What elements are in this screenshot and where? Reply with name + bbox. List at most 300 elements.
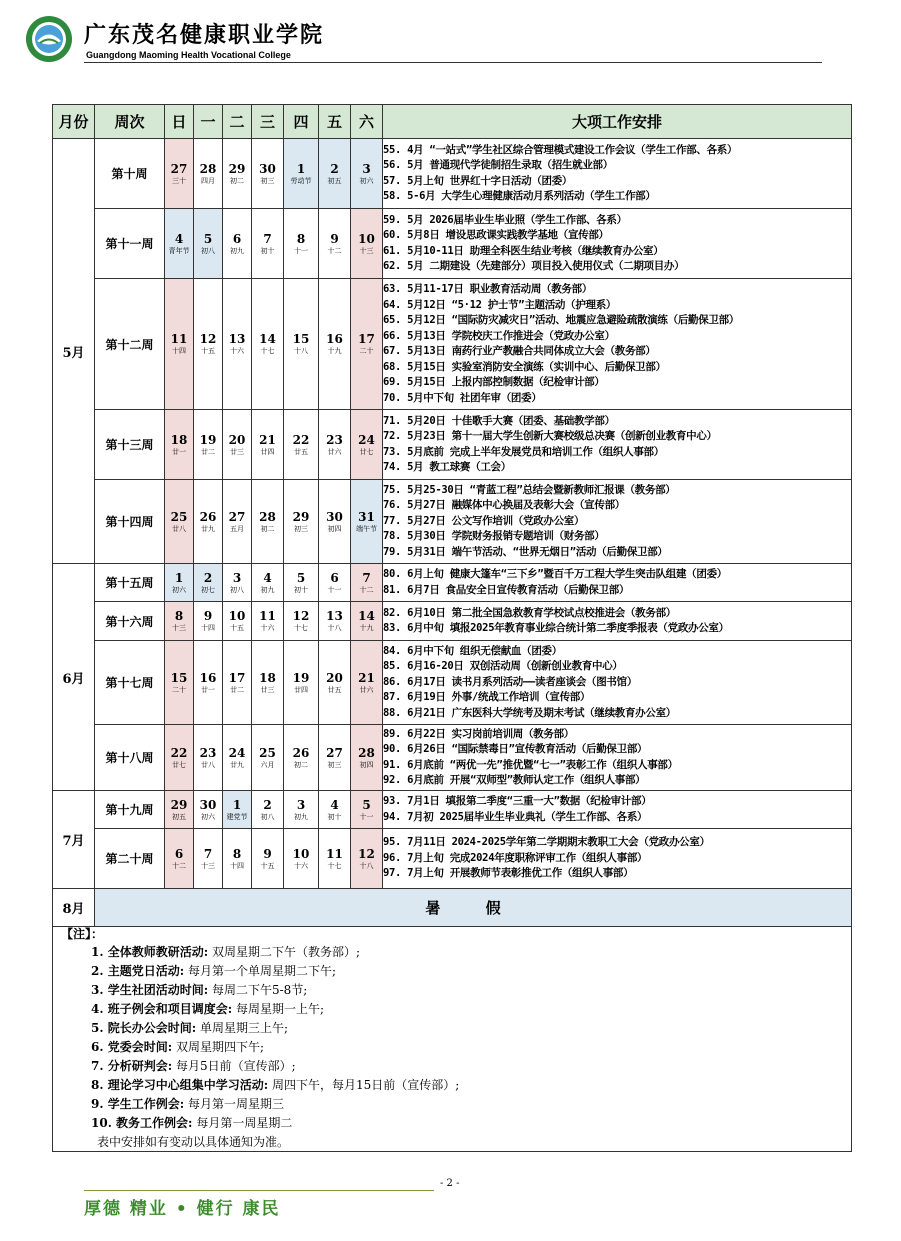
day-number: 6 [174,846,184,861]
lunar-date: 十一 [294,246,308,255]
lunar-date: 十二 [327,246,342,255]
day-cell [319,139,351,209]
day-cell [165,602,194,641]
week-label: 第十二周 [95,279,165,410]
day-number: 6 [232,231,242,246]
event-item: 71. 5月20日 十佳歌手大赛（团委、基础教学部） [383,414,615,427]
day-number: 27 [170,161,188,176]
lunar-date: 初八 [201,246,215,255]
day-number: 12 [199,332,217,346]
day-number: 5 [203,231,213,246]
lunar-date: 廿二 [230,685,244,694]
lunar-date: 初二 [230,176,244,185]
day-number: 27 [326,745,343,760]
day-number: 23 [199,745,217,760]
day-number: 22 [170,745,188,760]
lunar-date: 初三 [260,176,275,185]
day-number: 21 [259,432,276,447]
day-cell [284,139,319,209]
lunar-date: 三十 [172,176,186,185]
header-day-wed: 三 [252,105,284,139]
day-number: 28 [259,509,276,524]
day-cell [194,602,223,641]
event-item: 73. 5月底前 完成上半年发展党员和培训工作（组织人事部） [383,445,664,458]
college-motto: 厚德 精业 • 健行 康民 [84,1199,281,1219]
day-number: 5 [296,570,306,585]
week-row [53,791,852,829]
day-cell [252,829,284,889]
day-cell [165,209,194,279]
day-number: 23 [326,432,343,447]
summer-row [53,889,852,927]
day-cell [252,725,284,791]
day-cell [351,641,383,725]
day-cell [284,279,319,410]
note-key: 2. 主题党日活动: [91,964,185,978]
week-row [53,641,852,725]
event-item: 65. 5月12日 “国际防灾减灾日”活动、地震应急避险疏散演练（后勤保卫部） [383,314,740,326]
day-cell [194,209,223,279]
day-number: 14 [259,332,276,346]
lunar-date: 四月 [201,176,215,185]
week-row [53,725,852,791]
lunar-date: 十九 [359,624,374,632]
lunar-date: 初六 [172,585,186,594]
table-header-row [53,105,852,139]
day-cell [223,641,252,725]
day-number: 10 [228,609,246,623]
college-logo-icon [24,14,74,64]
lunar-date: 廿四 [294,685,308,694]
day-number: 9 [203,609,213,623]
lunar-date: 廿一 [201,685,215,694]
lunar-date: 劳动节 [290,176,312,185]
events-cell [383,480,852,564]
day-number: 26 [199,509,217,524]
header-week: 周次 [95,105,165,139]
week-label: 第十九周 [95,791,165,829]
event-item: 67. 5月13日 南药行业产教融合共同体成立大会（教务部） [383,345,656,357]
day-number: 25 [170,509,188,524]
note-key: 10. 教务工作例会: [91,1116,193,1130]
lunar-date: 初八 [230,585,244,594]
lunar-date: 廿二 [201,447,215,456]
event-item: 88. 6月21日 广东医科大学统考及期末考试（继续教育办公室） [383,706,676,719]
day-cell [319,564,351,602]
footer-rule [84,1190,434,1191]
day-cell [252,602,284,641]
week-label: 第二十周 [95,829,165,889]
week-row [53,279,852,410]
event-item: 95. 7月11日 2024-2025学年第二学期期末教职工大会（党政办公室） [383,836,710,849]
lunar-date: 初十 [294,585,308,594]
lunar-date: 十五 [230,624,244,632]
event-item: 75. 5月25-30日 “青蓝工程”总结会暨新教师汇报课（教务部） [383,483,676,496]
day-number: 28 [358,745,375,760]
day-cell [351,139,383,209]
lunar-date: 十二 [172,861,186,870]
lunar-date: 廿七 [172,760,186,769]
day-cell [351,564,383,602]
header-day-mon: 一 [194,105,223,139]
events-cell [383,725,852,791]
lunar-date: 廿四 [260,447,275,456]
day-number: 4 [174,231,184,246]
day-number: 2 [330,161,339,176]
note-key: 6. 党委会时间: [91,1040,173,1054]
day-number: 19 [292,670,310,685]
day-number: 27 [228,509,246,524]
day-cell [319,641,351,725]
day-cell [252,564,284,602]
day-number: 16 [199,670,217,685]
event-item: 89. 6月22日 实习岗前培训周（教务部） [383,727,574,740]
schedule-table [52,104,852,927]
day-number: 7 [203,846,213,861]
note-item [91,1057,459,1076]
day-cell [351,209,383,279]
day-cell [319,791,351,829]
day-cell [194,564,223,602]
day-number: 18 [170,432,188,447]
day-cell [252,209,284,279]
lunar-date: 十八 [359,861,374,870]
event-item: 86. 6月17日 读书月系列活动——读者座谈会（图书馆） [383,675,638,688]
event-item: 69. 5月15日 上报内部控制数据（纪检审计部） [383,376,605,388]
day-cell [194,725,223,791]
event-item: 72. 5月23日 第十一届大学生创新大赛校级总决赛（创新创业教育中心） [383,430,717,442]
note-key: 9. 学生工作例会: [91,1097,185,1111]
lunar-date: 廿六 [327,447,342,456]
day-number: 17 [228,670,246,685]
day-number: 11 [326,846,343,861]
event-item: 97. 7月上旬 开展教师节表彰推优工作（组织人事部） [383,867,634,880]
day-cell [223,602,252,641]
day-number: 20 [326,670,343,685]
note-value: 每月第一个单周星期二下午; [184,964,336,978]
day-cell [351,410,383,480]
day-number: 15 [170,670,188,685]
event-item: 74. 5月 教工球赛（工会） [383,461,511,473]
day-number: 3 [362,161,371,176]
week-row [53,139,852,209]
day-number: 30 [259,161,276,176]
event-item: 90. 6月26日 “国际禁毒日”宣传教育活动（后勤保卫部） [383,743,648,755]
lunar-date: 初七 [201,585,215,594]
notes-footnote: 表中安排如有变动以具体通知为准。 [97,1135,290,1149]
college-name-en: Guangdong Maoming Health Vocational College [86,50,291,60]
lunar-date: 十八 [294,347,308,355]
day-cell [351,791,383,829]
lunar-date: 廿八 [172,524,186,533]
lunar-date: 十四 [172,347,186,355]
note-key: 5. 院长办公会时间: [91,1021,197,1035]
day-number: 24 [358,432,375,447]
lunar-date: 十八 [327,624,342,632]
lunar-date: 初十 [327,812,342,821]
day-cell [165,641,194,725]
event-item: 85. 6月16-20日 双创活动周（创新创业教育中心） [383,660,623,673]
lunar-date: 十二 [359,585,374,594]
day-cell [194,641,223,725]
events-cell [383,602,852,641]
day-number: 30 [326,509,343,524]
lunar-date: 十四 [201,624,215,632]
lunar-date: 初五 [172,812,186,821]
day-cell [319,602,351,641]
note-key: 7. 分析研判会: [91,1059,173,1073]
day-number: 2 [263,797,272,812]
lunar-date: 廿三 [230,447,244,456]
day-number: 5 [362,797,371,812]
lunar-date: 初三 [294,524,308,533]
event-item: 70. 5月中下旬 社团年审（团委） [383,391,542,404]
day-cell [165,410,194,480]
lunar-date: 十六 [294,861,308,870]
day-number: 8 [232,846,242,861]
day-number: 1 [296,161,306,176]
event-item: 78. 5月30日 学院财务报销专题培训（财务部） [383,530,605,543]
note-value: 每月第一周星期二 [192,1116,293,1130]
lunar-date: 廿一 [172,447,186,456]
day-number: 12 [358,846,375,861]
day-cell [223,829,252,889]
day-number: 8 [174,609,184,623]
note-value: 周四下午，每月15日前（宣传部）; [268,1078,460,1092]
event-item: 60. 5月8日 增设思政课实践教学基地（宣传部） [383,229,609,241]
header-rule [84,62,822,63]
notes-section [52,923,852,1152]
day-cell [252,480,284,564]
day-cell [284,602,319,641]
note-item [91,1000,459,1019]
lunar-date: 初十 [260,246,275,255]
page-header [22,14,822,66]
day-number: 15 [292,332,310,346]
day-cell [252,139,284,209]
day-number: 3 [296,797,306,812]
day-cell [284,209,319,279]
lunar-date: 初九 [294,812,308,821]
event-item: 61. 5月10-11日 助理全科医生结业考核（继续教育办公室） [383,244,664,257]
day-cell [319,410,351,480]
week-label: 第十四周 [95,480,165,564]
day-cell [252,641,284,725]
lunar-date: 十三 [201,861,215,870]
event-item: 80. 6月上旬 健康大篷车“三下乡”暨百千万工程大学生突击队组建（团委） [383,568,727,580]
events-cell [383,410,852,480]
note-item [91,1038,459,1057]
day-cell [252,279,284,410]
event-item: 59. 5月 2026届毕业生毕业照（学生工作部、各系） [383,213,627,226]
event-item: 83. 6月中旬 填报2025年教育事业综合统计第二季度季报表（党政办公室） [383,622,729,634]
header-events: 大项工作安排 [383,105,852,139]
day-number: 1 [174,570,184,585]
week-label: 第十周 [95,139,165,209]
day-cell [165,791,194,829]
day-number: 31 [358,509,375,524]
note-value: 每周星期一上午; [232,1002,324,1016]
events-cell [383,791,852,829]
events-cell [383,279,852,410]
day-cell [223,480,252,564]
day-number: 29 [170,797,188,812]
lunar-date: 十三 [172,624,186,632]
day-cell [194,829,223,889]
day-number: 10 [292,846,310,861]
day-cell [284,791,319,829]
lunar-date: 廿三 [260,685,275,694]
event-item: 68. 5月15日 实验室消防安全演练（实训中心、后勤保卫部） [383,360,666,373]
day-number: 1 [232,797,242,812]
lunar-date: 初九 [230,246,244,255]
event-item: 93. 7月1日 填报第二季度“三重一大”数据（纪检审计部） [383,795,652,807]
week-row [53,480,852,564]
day-number: 17 [358,332,375,346]
day-cell [223,791,252,829]
header-day-sun: 日 [165,105,194,139]
day-cell [351,725,383,791]
lunar-date: 十六 [260,624,275,632]
lunar-date: 初九 [260,585,275,594]
day-cell [194,480,223,564]
event-item: 56. 5月 普通现代学徒制招生录取（招生就业部） [383,159,613,171]
day-cell [351,829,383,889]
day-cell [319,725,351,791]
lunar-date: 十七 [327,861,342,870]
day-number: 9 [330,231,339,246]
note-item [91,1114,459,1133]
day-number: 14 [358,609,375,623]
day-number: 11 [259,609,276,623]
day-number: 13 [326,609,343,623]
day-number: 20 [228,432,246,447]
day-cell [284,564,319,602]
event-item: 81. 6月7日 食品安全日宣传教育活动（后勤保卫部） [383,583,630,596]
day-cell [165,725,194,791]
day-cell [223,410,252,480]
header-month: 月份 [53,105,95,139]
note-item [91,1019,459,1038]
lunar-date: 十九 [327,347,342,355]
day-cell [223,564,252,602]
note-item [91,943,459,962]
day-cell [319,209,351,279]
lunar-date: 十七 [294,624,308,632]
note-value: 双周星期四下午; [172,1040,264,1054]
note-value: 每周二下午5-8节; [208,983,308,997]
lunar-date: 初二 [294,760,308,769]
day-cell [194,139,223,209]
lunar-date: 廿九 [230,760,244,769]
week-label: 第十五周 [95,564,165,602]
day-number: 8 [296,231,306,246]
day-number: 28 [199,161,217,176]
event-item: 94. 7月初 2025届毕业生毕业典礼（学生工作部、各系） [383,810,648,823]
note-value: 单周星期三上午; [196,1021,288,1035]
lunar-date: 廿五 [327,685,342,694]
lunar-date: 廿六 [359,685,374,694]
lunar-date: 端午节 [356,524,377,533]
week-row [53,602,852,641]
day-number: 6 [330,570,339,585]
lunar-date: 建党节 [226,812,248,821]
lunar-date: 初六 [359,176,374,185]
day-number: 16 [326,332,343,346]
day-number: 24 [228,745,246,760]
lunar-date: 初五 [327,176,342,185]
event-item: 57. 5月上旬 世界红十字日活动（团委） [383,174,573,187]
day-number: 29 [292,509,310,524]
event-item: 91. 6月底前 “两优一先”推优暨“七一”表彰工作（组织人事部） [383,758,678,771]
day-cell [223,139,252,209]
day-cell [284,829,319,889]
week-row [53,564,852,602]
note-value: 双周星期二下午（教务部）; [208,945,360,959]
header-day-thu: 四 [284,105,319,139]
day-number: 7 [362,570,371,585]
event-item: 58. 5-6月 大学生心理健康活动月系列活动（学生工作部） [383,190,656,202]
month-cell: 5月 [53,139,95,564]
day-cell [252,791,284,829]
day-cell [284,480,319,564]
notes-list [91,943,459,1133]
day-number: 12 [292,609,310,623]
day-cell [319,480,351,564]
day-number: 4 [263,570,272,585]
note-key: 3. 学生社团活动时间: [91,983,209,997]
note-value: 每月第一周星期三 [184,1097,284,1111]
events-cell [383,641,852,725]
day-cell [351,279,383,410]
day-number: 13 [228,332,246,346]
event-item: 77. 5月27日 公文写作培训（党政办公室） [383,514,585,527]
day-cell [319,279,351,410]
day-cell [194,791,223,829]
day-number: 29 [228,161,246,176]
note-key: 8. 理论学习中心组集中学习活动: [91,1078,269,1092]
day-cell [284,725,319,791]
week-row [53,410,852,480]
day-cell [319,829,351,889]
day-number: 3 [232,570,242,585]
lunar-date: 初六 [201,812,215,821]
lunar-date: 廿八 [201,760,215,769]
note-item [91,1095,459,1114]
note-item [91,1076,459,1095]
day-number: 22 [292,432,310,447]
week-row [53,829,852,889]
day-cell [252,410,284,480]
event-item: 84. 6月中下旬 组织无偿献血（团委） [383,644,562,657]
day-cell [165,480,194,564]
event-item: 79. 5月31日 端午节活动、“世界无烟日”活动（后勤保卫部） [383,545,668,558]
lunar-date: 十五 [260,861,275,870]
event-item: 92. 6月底前 开展“双师型”教师认定工作（组织人事部） [383,774,646,786]
lunar-date: 廿五 [294,447,308,456]
month-cell: 8月 [53,889,95,927]
day-cell [165,564,194,602]
note-item [91,981,459,1000]
lunar-date: 初四 [327,524,342,533]
day-cell [284,641,319,725]
lunar-date: 十三 [359,246,374,255]
day-cell [194,279,223,410]
lunar-date: 十七 [260,347,275,355]
lunar-date: 初八 [260,812,275,821]
lunar-date: 廿九 [201,524,215,533]
day-number: 30 [199,797,217,812]
